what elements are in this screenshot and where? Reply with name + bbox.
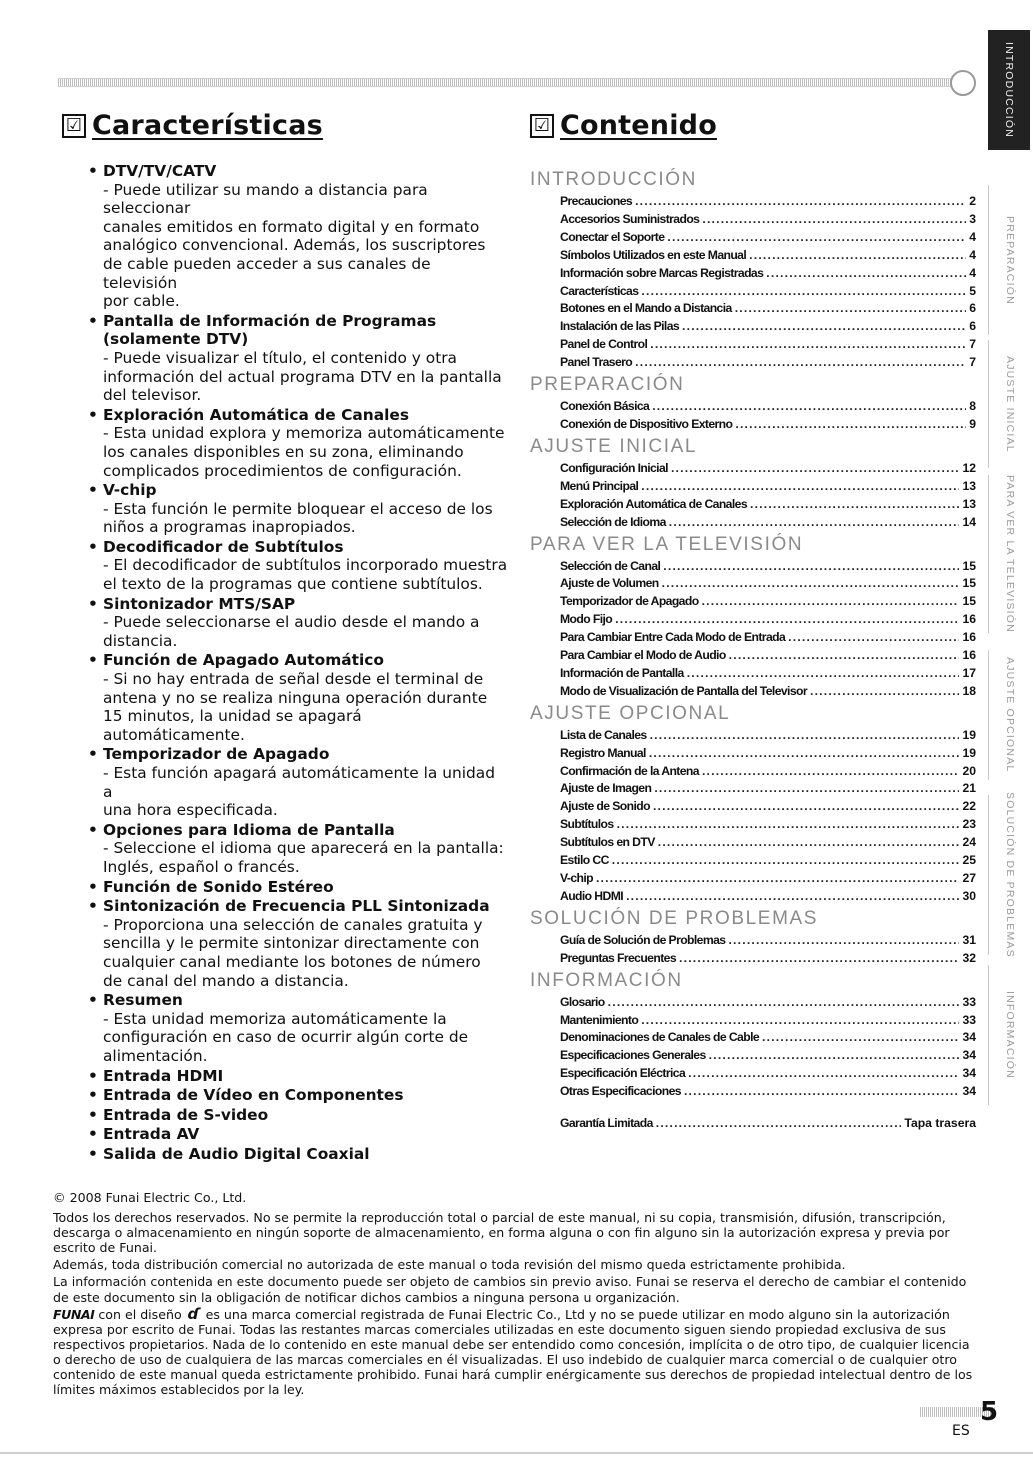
feature-name: • V-chip [88,481,508,500]
toc-entry[interactable] [560,870,976,888]
toc-entry-label: Otras Especificaciones [560,1084,681,1099]
toc-entry-label: Conexión de Dispositivo Externo [560,416,733,431]
side-tab[interactable] [988,475,1031,633]
header-rule-end-circle [950,70,976,96]
toc-entry-label: Instalación de las Pilas [560,319,680,334]
toc-entry[interactable] [560,496,976,514]
toc-entry-page: 34 [962,1048,976,1063]
side-tab-label: AJUSTE OPCIONAL [1004,657,1016,773]
toc-leader-dots [615,611,959,629]
toc-leader-dots [687,665,960,683]
feature-name: • Resumen [88,991,508,1010]
toc-entry-page: 8 [969,399,976,414]
toc-entry-label: Especificaciones Generales [560,1048,706,1063]
toc-leader-dots [766,265,966,283]
features-title: Características [92,110,323,141]
toc-leader-dots [667,229,966,247]
toc-entry[interactable] [560,1083,976,1101]
toc-entry-page: Tapa trasera [904,1116,976,1131]
feature-item [88,1067,508,1086]
toc-entry[interactable] [560,558,976,576]
toc-leader-dots [702,211,966,229]
toc-leader-dots [702,593,960,611]
toc-section-title: PREPARACIÓN [530,374,685,396]
toc-leader-dots [641,1012,959,1030]
toc-leader-dots [679,950,959,968]
toc-entry-label: Modo de Visualización de Pantalla del Televisor [560,683,807,698]
feature-item [88,1125,508,1144]
feature-name: • Función de Apagado Automático [88,651,508,670]
page-number: 5 [980,1397,999,1427]
feature-name: • Pantalla de Información de Programas (solamente DTV) [88,312,508,349]
feature-name: • Entrada HDMI [88,1067,508,1086]
toc-leader-dots [658,834,960,852]
feature-item [88,162,508,311]
toc-entry-page: 33 [962,994,976,1009]
toc-leader-dots [612,852,960,870]
toc-leader-dots [596,870,959,888]
toc-entry-page: 25 [962,853,976,868]
feature-name: • Sintonizador MTS/SAP [88,595,508,614]
toc-entry[interactable] [560,514,976,532]
toc-entry[interactable] [560,647,976,665]
toc-entry[interactable] [560,398,976,416]
legal-footer [53,1190,978,1399]
toc-entry-label: V-chip [560,871,593,885]
toc-entry-label: Preguntas Frecuentes [560,950,677,965]
toc-entry[interactable] [560,229,976,247]
toc-entry-page: 31 [962,932,976,947]
contents-heading [530,110,717,141]
feature-item [88,481,508,537]
side-tab-label: SOLUCIÓN DE PROBLEMAS [1004,792,1016,958]
toc-leader-dots [709,1047,960,1065]
toc-leader-dots [688,1065,959,1083]
feature-description: - El decodificador de subtítulos incorporado muestra el texto de la programas que contiene subtítulos. [103,556,508,594]
toc-leader-dots [650,336,966,354]
toc-entry-label: Subtítulos en DTV [560,835,655,850]
feature-item [88,991,508,1065]
toc-entry-page: 21 [962,781,976,796]
toc-entry-page: 15 [962,558,976,573]
toc-entry-page: 13 [962,496,976,511]
toc-leader-dots [635,193,966,211]
feature-description: - Puede seleccionarse el audio desde el mando a distancia. [103,613,480,650]
feature-item [88,651,508,744]
toc-entry-page: 32 [962,950,976,965]
feature-name: • Función de Sonido Estéreo [88,878,508,897]
table-of-contents [530,167,976,1133]
toc-entry-label: Precauciones [560,194,633,208]
toc-leader-dots [663,558,959,576]
toc-entry-page: 5 [969,283,976,298]
feature-description: - Seleccione el idioma que aparecerá en la pantalla: Inglés, español o francés. [103,839,504,876]
toc-entry-label: Panel Trasero [560,355,633,370]
feature-name: • Opciones para Idioma de Pantalla [88,821,508,840]
toc-leader-dots [662,575,960,593]
toc-entry[interactable] [560,745,976,763]
side-tab[interactable] [988,792,1031,958]
side-tab[interactable] [988,650,1031,780]
changes-paragraph: La información contenida en este documento puede ser objeto de cambios sin previo aviso. Funai se reserva el derecho de cambiar el contenido de este documento sin la obligación de notificar dichos cambios a ninguna persona u organización. [53,1274,967,1305]
toc-entry-page: 19 [962,727,976,742]
toc-entry[interactable] [560,798,976,816]
toc-entry-label: Selección de Idioma [560,514,666,529]
feature-item [88,312,508,405]
toc-leader-dots [762,1029,959,1047]
toc-entry-label: Glosario [560,994,605,1009]
toc-entry-page: 24 [962,835,976,850]
toc-leader-dots [653,798,960,816]
toc-entry-label: Información de Pantalla [560,665,684,680]
toc-entry[interactable] [560,593,976,611]
toc-entry-page: 14 [962,514,976,529]
toc-entry-page: 6 [969,301,976,316]
toc-leader-dots [626,888,959,906]
toc-leader-dots [750,496,959,514]
feature-name: • Exploración Automática de Canales [88,406,508,425]
feature-description: - Puede utilizar su mando a distancia para seleccionar canales emitidos en formato digital y en formato analógico convencional. Además, los suscriptores de cable pueden acceder a sus canales de televisión por cable. [103,180,486,311]
toc-entry-page: 16 [962,648,976,663]
toc-leader-dots [617,816,960,834]
funai-design-mark-icon: ɗ [187,1304,200,1323]
toc-entry[interactable] [560,265,976,283]
feature-name: • Entrada de Vídeo en Componentes [88,1086,508,1105]
feature-name: • Entrada AV [88,1125,508,1144]
side-tab-label: INFORMACIÓN [1004,991,1016,1079]
toc-entry-label: Para Cambiar Entre Cada Modo de Entrada [560,630,786,645]
toc-entry-label: Registro Manual [560,745,646,760]
toc-leader-dots [641,478,959,496]
feature-name: • DTV/TV/CATV [88,162,508,181]
side-tab-label: PREPARACIÓN [1004,215,1016,305]
toc-entry[interactable] [560,247,976,265]
toc-entry[interactable] [560,611,976,629]
toc-entry[interactable] [560,193,976,211]
toc-section-title: INTRODUCCIÓN [530,169,697,190]
checkbox-icon: ☑ [62,114,86,138]
toc-leader-dots [650,727,960,745]
side-tab[interactable] [988,340,1031,468]
toc-entry[interactable] [560,1029,976,1047]
toc-entry[interactable] [560,300,976,318]
toc-entry-page: 30 [962,888,976,903]
brand-logo: FUNAI [53,1306,95,1322]
toc-leader-dots [729,647,960,665]
feature-item [88,1145,508,1164]
toc-entry-page: 33 [962,1012,976,1027]
toc-entry[interactable] [560,994,976,1012]
toc-entry-page: 3 [969,211,976,226]
toc-entry[interactable] [560,211,976,229]
toc-entry-page: 20 [962,763,976,778]
feature-description: - Proporciona una selección de canales gratuita y sencilla y le permite sintonizar directamente con cualquier canal mediante los botones de número de canal del mando a distancia. [103,915,483,990]
toc-entry-label: Panel de Control [560,337,648,352]
toc-entry-page: 34 [962,1066,976,1081]
toc-entry[interactable] [560,727,976,745]
toc-entry-page: 23 [962,817,976,832]
toc-entry-page: 16 [962,630,976,645]
toc-leader-dots [735,300,967,318]
features-heading [62,110,323,141]
toc-entry[interactable] [560,354,976,372]
feature-item [88,406,508,480]
bottom-rule [0,1452,1033,1454]
toc-leader-dots [635,354,966,372]
feature-description: - Esta función le permite bloquear el acceso de los niños a programas inapropiados. [103,499,493,537]
toc-entry-label: Subtítulos [560,817,614,832]
toc-entry[interactable] [560,1012,976,1030]
toc-entry-label: Audio HDMI [560,888,624,903]
toc-entry-label: Características [560,283,639,298]
toc-entry[interactable] [560,780,976,798]
toc-entry[interactable] [560,932,976,950]
toc-leader-dots [641,283,966,301]
toc-entry-page: 15 [962,594,976,609]
toc-entry-label: Garantía Limitada [560,1116,653,1131]
toc-entry-label: Guía de Solución de Problemas [560,932,726,947]
toc-section-title: AJUSTE OPCIONAL [530,702,731,724]
side-tab[interactable] [988,30,1030,150]
header-rule [58,78,953,87]
toc-entry-label: Temporizador de Apagado [560,594,699,609]
toc-entry-label: Símbolos Utilizados en este Manual [560,247,747,262]
toc-leader-dots [728,932,959,950]
toc-entry-label: Exploración Automática de Canales [560,496,747,511]
toc-entry-page: 27 [962,871,976,885]
toc-entry-label: Especificación Eléctrica [560,1066,686,1081]
toc-entry-page: 12 [962,460,976,475]
feature-item [88,878,508,897]
toc-entry-label: Ajuste de Volumen [560,576,659,591]
toc-section-title: AJUSTE INICIAL [530,435,698,457]
toc-entry-label: Conexión Básica [560,399,650,414]
toc-leader-dots [652,398,966,416]
toc-section-title: SOLUCIÓN DE PROBLEMAS [530,907,819,929]
toc-entry-label: Información sobre Marcas Registradas [560,265,764,280]
toc-entry[interactable] [560,575,976,593]
toc-entry-label: Lista de Canales [560,727,647,742]
toc-entry[interactable] [560,950,976,968]
toc-entry-page: 34 [962,1030,976,1045]
toc-entry[interactable] [560,478,976,496]
toc-entry-label: Para Cambiar el Modo de Audio [560,648,726,663]
toc-leader-dots [608,994,960,1012]
toc-entry-label: Conectar el Soporte [560,229,665,244]
trademark-text-a: con el diseño [98,1306,182,1322]
toc-entry[interactable] [560,816,976,834]
toc-entry[interactable] [560,683,976,701]
feature-description: - Esta unidad explora y memoriza automáticamente los canales disponibles en su zona, eliminando complicados procedimientos de configuración. [103,424,505,480]
toc-leader-dots [669,514,960,532]
toc-leader-dots [671,460,960,478]
toc-entry-label: Botones en el Mando a Distancia [560,301,732,316]
toc-entry-label: Estilo CC [560,853,609,868]
feature-name: • Sintonización de Frecuencia PLL Sintonizada [88,897,508,916]
toc-entry[interactable] [560,283,976,301]
toc-leader-dots [749,247,966,265]
toc-section-title: PARA VER LA TELEVISIÓN [530,533,804,555]
toc-entry-page: 34 [962,1084,976,1099]
feature-name: • Temporizador de Apagado [88,745,508,764]
side-tab-label: PARA VER LA TELEVISIÓN [1004,475,1016,633]
toc-entry-label: Denominaciones de Canales de Cable [560,1030,760,1045]
toc-entry-page: 4 [969,247,976,262]
feature-item [88,897,508,990]
feature-item [88,1086,508,1105]
toc-entry-page: 16 [962,612,976,627]
toc-entry-label: Confirmación de la Antena [560,763,699,778]
toc-leader-dots [656,1115,902,1133]
toc-entry-label: Modo Fijo [560,612,613,627]
trademark-paragraph [53,1304,978,1398]
toc-entry-page: 18 [962,683,976,698]
toc-leader-dots [702,763,959,781]
toc-entry[interactable] [560,460,976,478]
toc-entry[interactable] [560,1115,976,1133]
feature-item [88,745,508,819]
side-tab-label: AJUSTE INICIAL [1004,355,1016,453]
toc-entry[interactable] [560,834,976,852]
toc-entry-page: 6 [969,319,976,334]
toc-entry-page: 7 [969,355,976,370]
checkbox-icon: ☑ [530,114,554,138]
feature-name: • Entrada de S-video [88,1106,508,1125]
toc-entry[interactable] [560,888,976,906]
toc-entry-page: 15 [962,576,976,591]
toc-entry-page: 22 [962,799,976,814]
features-list [88,162,508,1164]
toc-leader-dots [810,683,959,701]
side-tab[interactable] [988,965,1031,1105]
language-code: ES [952,1423,970,1439]
toc-entry[interactable] [560,629,976,647]
feature-item [88,538,508,594]
feature-item [88,595,508,651]
feature-description: - Si no hay entrada de señal desde el terminal de antena y no se realiza ninguna operación durante 15 minutos, la unidad se apagará automáticamente. [103,670,488,744]
toc-entry-label: Ajuste de Imagen [560,781,652,796]
feature-description: - Puede visualizar el título, el contenido y otra información del actual programa DTV en la pantalla del televisor. [103,348,502,405]
toc-entry-page: 9 [969,416,976,431]
feature-name: • Decodificador de Subtítulos [88,538,508,557]
toc-entry-page: 13 [962,478,976,493]
toc-entry-label: Configuración Inicial [560,460,668,475]
toc-entry-label: Selección de Canal [560,558,661,573]
side-tab[interactable] [988,185,1031,335]
toc-entry[interactable] [560,416,976,434]
toc-entry[interactable] [560,852,976,870]
toc-entry-label: Menú Principal [560,478,639,493]
toc-entry[interactable] [560,1065,976,1083]
distribution-paragraph: Además, toda distribución comercial no autorizada de este manual o toda revisión del mismo queda estrictamente prohibida. [53,1257,846,1273]
toc-entry-page: 2 [969,194,976,208]
trademark-text-b: es una marca comercial registrada de Funai Electric Co., Ltd y no se puede utilizar en modo alguno sin la autorización expresa por escrito de Funai. Todas las restantes marcas comerciales utilizadas en este documento siguen siendo propiedad exclusiva de sus respectivos propietarios. Nada de lo contenido en este manual debe ser entendido como concesión, implícita o de otro tipo, de cualquier licencia o derecho de uso de cualquiera de las marcas comerciales en él visualizadas. El uso indebido de cualquier marca comercial o de cualquier otro contenido de este manual queda estrictamente prohibido. Funai hará cumplir enérgicamente sus derechos de propiedad intelectual dentro de los límites máximos establecidos por la ley. [53,1306,973,1398]
toc-leader-dots [649,745,960,763]
toc-entry-page: 4 [969,229,976,244]
toc-leader-dots [788,629,959,647]
side-tab-label: INTRODUCCIÓN [1003,41,1015,139]
contents-title: Contenido [560,110,717,141]
toc-entry-label: Ajuste de Sonido [560,799,650,814]
toc-entry[interactable] [560,318,976,336]
toc-entry-page: 4 [969,265,976,280]
toc-entry[interactable] [560,1047,976,1065]
toc-leader-dots [735,416,966,434]
feature-description: - Esta función apagará automáticamente la unidad a una hora especificada. [103,764,495,820]
copyright-line: © 2008 Funai Electric Co., Ltd. [53,1190,247,1205]
toc-entry-page: 17 [962,665,976,680]
feature-description: - Esta unidad memoriza automáticamente la configuración en caso de ocurrir algún corte de alimentación. [103,1009,469,1065]
toc-entry-label: Mantenimiento [560,1012,639,1027]
toc-leader-dots [682,318,966,336]
toc-entry[interactable] [560,336,976,354]
toc-leader-dots [654,780,959,798]
feature-item [88,1106,508,1125]
toc-entry[interactable] [560,763,976,781]
toc-entry-page: 7 [969,337,976,352]
toc-entry[interactable] [560,665,976,683]
feature-name: • Salida de Audio Digital Coaxial [88,1145,508,1164]
toc-section-title: INFORMACIÓN [530,969,683,991]
toc-entry-page: 19 [962,745,976,760]
toc-entry-label: Accesorios Suministrados [560,211,700,226]
toc-leader-dots [684,1083,960,1101]
feature-item [88,821,508,877]
rights-paragraph: Todos los derechos reservados. No se permite la reproducción total o parcial de este manual, ni su copia, transmisión, difusión, transcripción, descarga o almacenamiento en ningún soporte de almacenamiento, en forma alguna o con fin alguno sin la autorización expresa y previa por escrito de Funai. [53,1210,950,1256]
